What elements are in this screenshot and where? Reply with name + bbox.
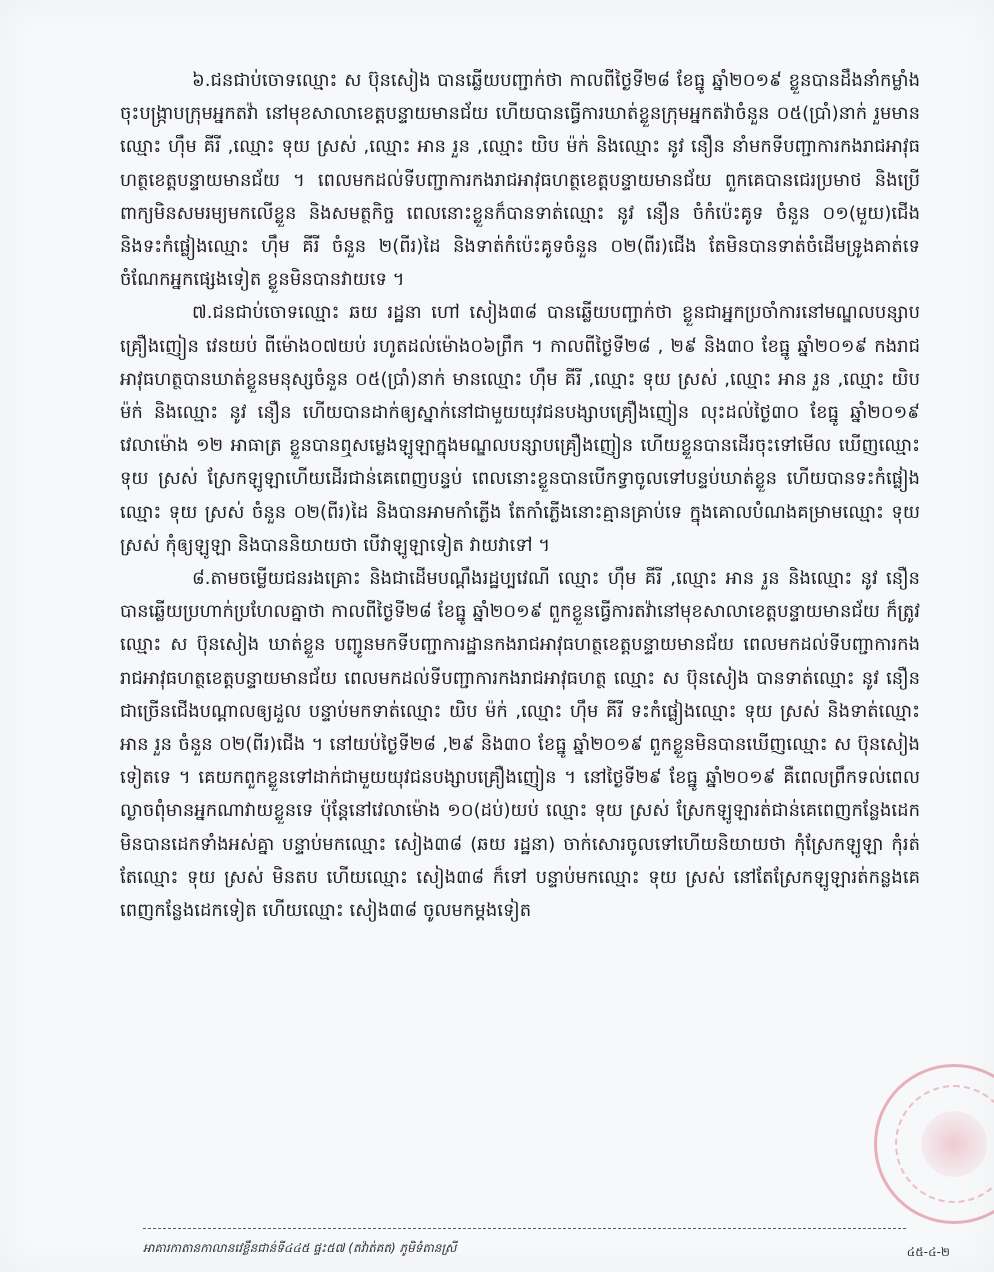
paragraph-6: ៦.ជនជាប់ចោទឈ្មោះ ស ប៊ុនសៀង បានឆ្លើយបញ្ជាក់ថា កាលពីថ្ងៃទី២៨ ខែធ្នូ ឆ្នាំ២០១៩ ខ្លួនបានដឹងនាំកម្លាំងចុះបង្ក្រាបក្រុមអ្នកតវ៉ា នៅមុខសាលាខេត្តបន្ទាយមានជ័យ ហើយបានធ្វើការឃាត់ខ្លួនក្រុមអ្នកតវ៉ាចំនួន ០៥(ប្រាំ)នាក់ រួមមានឈ្មោះ ហ៊ឹម គីរី ,ឈ្មោះ ទុយ ស្រស់ ,ឈ្មោះ អាន រួន ,ឈ្មោះ យិប ម៉ក់ និងឈ្មោះ នូវ នឿន នាំមកទីបញ្ជាការកងរាជអាវុធហត្ថខេត្តបន្ទាយមានជ័យ ។ ពេលមកដល់ទីបញ្ជាការកងរាជអាវុធហត្ថខេត្តបន្ទាយមានជ័យ ពួកគេបានជេរប្រមាថ និងប្រើពាក្យមិនសមរម្យមកលើខ្លួន និងសមត្ថកិច្ច ពេលនោះខ្លួនក៏បានទាត់ឈ្មោះ នូវ នឿន ចំកំប៉េះគូទ ចំនួន ០១(មួយ)ជើង និងទះកំផ្លៀងឈ្មោះ ហ៊ឹម គីរី ចំនួន ២(ពីរ)ដៃ និងទាត់កំប៉េះគូទចំនួន ០២(ពីរ)ជើង តែមិនបានទាត់ចំដើមទ្រូងគាត់ទេ ចំណែកអ្នកផ្សេងទៀត ខ្លួនមិនបានវាយទេ ។ (120, 70, 920, 291)
page-number: ៤៥-៤-២ (906, 1245, 950, 1259)
official-stamp (874, 1064, 994, 1224)
paragraph-7: ៧.ជនជាប់ចោទឈ្មោះ ឆយ រដ្ឋនា ហៅ សៀង៣៨ បានឆ្លើយបញ្ជាក់ថា ខ្លួនជាអ្នកប្រចាំការនៅមណ្ឌលបន្សាបគ្រឿងញៀន វេនយប់ ពីម៉ោង០៧យប់ រហូតដល់ម៉ោង០៦ព្រឹក ។ កាលពីថ្ងៃទី២៨ , ២៩ និង៣០ ខែធ្នូ ឆ្នាំ២០១៩ កងរាជអាវុធហត្ថបានឃាត់ខ្លួនមនុស្សចំនួន ០៥(ប្រាំ)នាក់ មានឈ្មោះ ហ៊ឹម គីរី ,ឈ្មោះ ទុយ ស្រស់ ,ឈ្មោះ អាន រួន ,ឈ្មោះ យិប ម៉ក់ និងឈ្មោះ នូវ នឿន ហើយបានដាក់ឲ្យស្នាក់នៅជាមួយយុវជនបង្សាបគ្រឿងញៀន លុះដល់ថ្ងៃ៣០ ខែធ្នូ ឆ្នាំ២០១៩ វេលាម៉ោង ១២ អាធាត្រ ខ្លួនបានឮសម្លេងឡូឡាក្នុងមណ្ឌលបន្សាបគ្រឿងញៀន ហើយខ្លួនបានដើរចុះទៅមើល ឃើញឈ្មោះ ទុយ ស្រស់ ស្រែកឡូឡាហើយដើរជាន់គេពេញបន្ទប់ ពេលនោះខ្លួនបានបើកទ្វាចូលទៅបន្ទប់ឃាត់ខ្លួន ហើយបានទះកំផ្លៀងឈ្មោះ ទុយ ស្រស់ ចំនួន ០២(ពីរ)ដៃ និងបានអាមកាំភ្លើង តែកាំភ្លើងនោះគ្មានគ្រាប់ទេ ក្នុងគោលបំណងគម្រាមឈ្មោះ ទុយ ស្រស់ កុំឲ្យឡូឡា និងបាននិយាយថា បើវាឡូឡាទៀត វាយវាទៅ ។ (120, 302, 920, 556)
footer-address: អាគារកាតានកាលានវេខ្លឹនជាន់ទី៤៤៥ ផ្ទះ៥៧ (តវ៉ាត់គត) ភូមិទំតានស្រី (143, 1241, 457, 1255)
footer-divider (143, 1228, 906, 1229)
stamp-center (921, 1111, 987, 1177)
document-body (120, 64, 920, 927)
paragraph-8: ៨.តាមចម្លើយជនរងគ្រោះ និងជាដើមបណ្តឹងរដ្ឋប្បវេណី ឈ្មោះ ហ៊ឹម គីរី ,ឈ្មោះ អាន រួន និងឈ្មោះ នូវ នឿន បានឆ្លើយប្រហាក់ប្រហែលគ្នាថា កាលពីថ្ងៃទី២៨ ខែធ្នូ ឆ្នាំ២០១៩ ពួកខ្លួនធ្វើការតវ៉ានៅមុខសាលាខេត្តបន្ទាយមានជ័យ ក៏ត្រូវឈ្មោះ ស ប៊ុនសៀង ឃាត់ខ្លួន បញ្ជូនមកទីបញ្ជាការដ្ឋានកងរាជអាវុធហត្ថខេត្តបន្ទាយមានជ័យ ពេលមកដល់ទីបញ្ជាការកងរាជអាវុធហត្ថខេត្តបន្ទាយមានជ័យ ពេលមកដល់ទីបញ្ជាការកងរាជអាវុធហត្ថ ឈ្មោះ ស ប៊ុនសៀង បានទាត់ឈ្មោះ នូវ នឿន ជាច្រើនជើងបណ្តាលឲ្យដួល បន្ទាប់មកទាត់ឈ្មោះ យិប ម៉ក់ ,ឈ្មោះ ហ៊ឹម គីរី ទះកំផ្លៀងឈ្មោះ ទុយ ស្រស់ និងទាត់ឈ្មោះ អាន រួន ចំនួន ០២(ពីរ)ជើង ។ នៅយប់ថ្ងៃទី២៨ ,២៩ និង៣០ ខែធ្នូ ឆ្នាំ២០១៩ ពួកខ្លួនមិនបានឃើញឈ្មោះ ស ប៊ុនសៀង ទៀតទេ ។ គេយកពួកខ្លួនទៅដាក់ជាមួយយុវជនបង្សាបគ្រឿងញៀន ។ នៅថ្ងៃទី២៩ ខែធ្នូ ឆ្នាំ២០១៩ គឺពេលព្រឹកទល់ពេលល្ងាចពុំមានអ្នកណាវាយខ្លួនទេ ប៉ុន្តែនៅវេលាម៉ោង ១០(ដប់)យប់ ឈ្មោះ ទុយ ស្រស់ ស្រែកឡូឡារត់ជាន់គេពេញកន្លែងដេក មិនបានដេកទាំងអស់គ្នា បន្ទាប់មកឈ្មោះ សៀង៣៨ (ឆយ រដ្ឋនា) ចាក់សោរចូលទៅហើយនិយាយថា កុំស្រែកឡូឡា កុំរត់ តែឈ្មោះ ទុយ ស្រស់ មិនតប ហើយឈ្មោះ សៀង៣៨ ក៏ទៅ បន្ទាប់មកឈ្មោះ ទុយ ស្រស់ នៅតែស្រែកឡូឡារត់កន្លងគេពេញកន្លែងដេកទៀត ហើយឈ្មោះ សៀង៣៨ ចូលមកម្តងទៀត (120, 568, 920, 922)
